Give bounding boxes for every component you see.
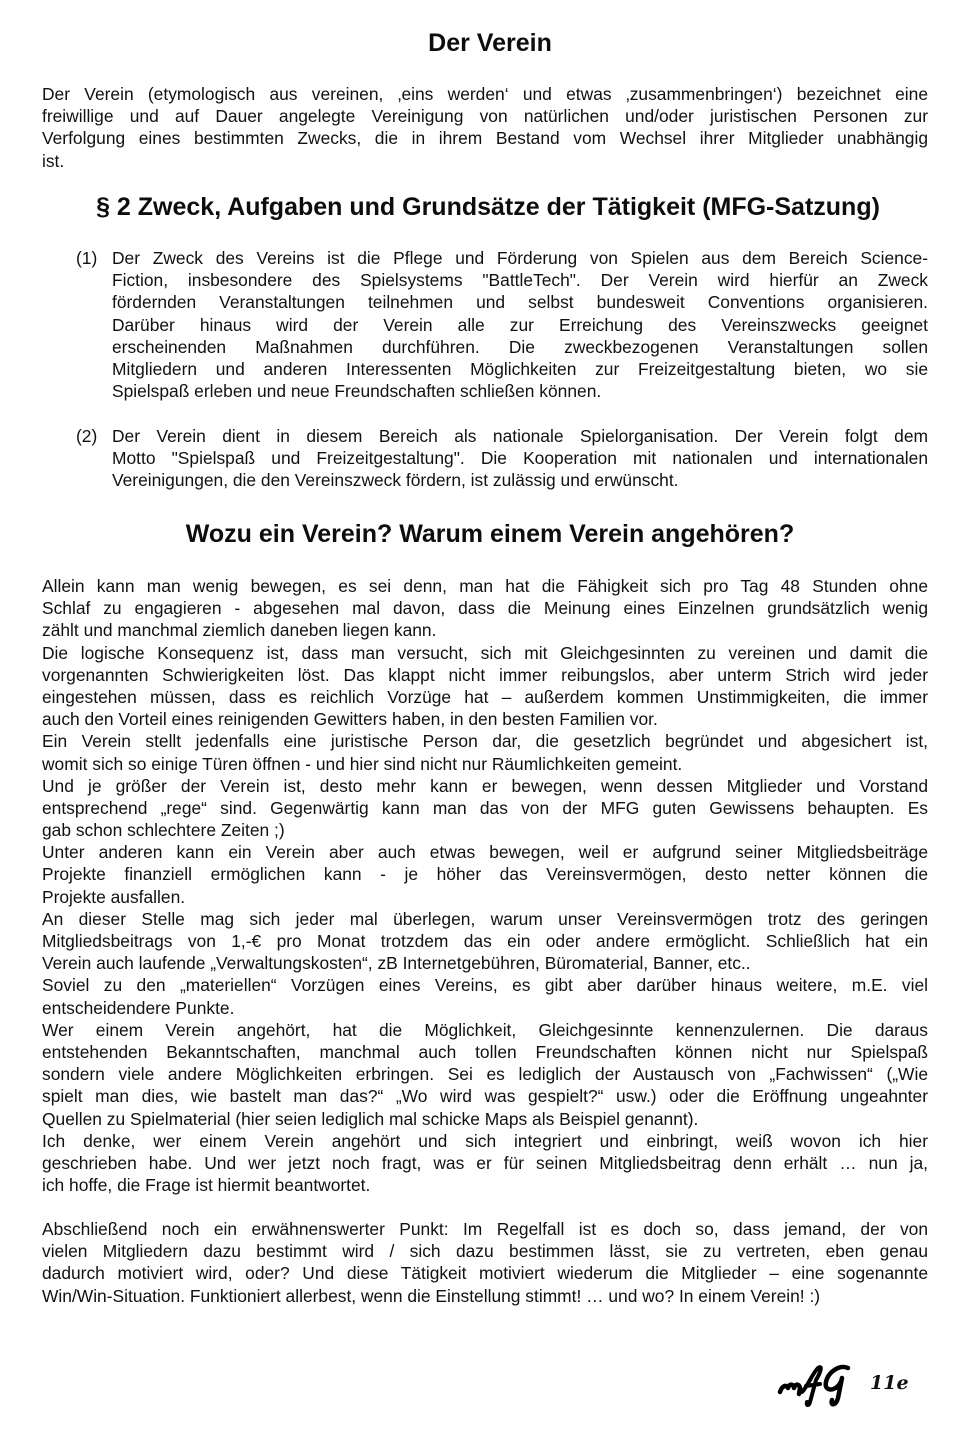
text-line: gab schon schlechtere Zeiten ;) (42, 820, 285, 841)
text-line: Schlaf zu engagieren - abgesehen mal davon, dass die Meinung eines Einzelnen grundsätzlich wenig (42, 598, 928, 619)
text-line: Soviel zu den „materiellen“ Vorzügen eines Vereins, es gibt aber darüber hinaus weitere, m.E. viel (42, 975, 928, 996)
text-line: Der Verein (etymologisch aus vereinen, ‚eins werden‘ und etwas ‚zusammenbringen‘) bezeichnet eine (42, 84, 928, 104)
text-line: spielt man dies, wie bastelt man das?“ „Wo wird was gespielt?“ usw.) oder die Eröffnung ungeahnter (42, 1086, 928, 1107)
text-line: geschrieben habe. Und wer jetzt noch fragt, was er für seinen Mitgliedsbeitrag denn erhält … nun ja, (42, 1152, 928, 1173)
text-line: vielen Mitgliedern dazu bestimmt wird / sich dazu bestimmen lässt, sie zu vertreten, eben genau (42, 1241, 928, 1262)
text-line: ist. (42, 150, 65, 171)
page-number: 11e (870, 1372, 909, 1394)
text-line: Vereinigungen, die den Vereinszweck fördern, ist zulässig und erwünscht. (112, 470, 679, 491)
section-heading: § 2 Zweck, Aufgaben und Grundsätze der Tätigkeit (MFG-Satzung) (96, 193, 880, 221)
text-line: Mitgliedern und anderen Interessenten Möglichkeiten zur Freizeitgestaltung bieten, wo sie (112, 358, 928, 379)
text-line: Der Verein dient in diesem Bereich als nationale Spielorganisation. Der Verein folgt dem (112, 426, 928, 446)
text-line: Projekte ausfallen. (42, 886, 186, 907)
text-line: Fiction, insbesondere des Spielsystems "BattleTech". Der Verein wird hierfür an Zweck (112, 270, 928, 291)
text-line: Win/Win-Situation. Funktioniert allerbest, wenn die Einstellung stimmt! … und wo? In einem Verein! :) (42, 1285, 821, 1306)
text-line: Und je größer der Verein ist, desto mehr kann er bewegen, wenn dessen Mitglieder und Vorstand (42, 775, 928, 796)
text-line: An dieser Stelle mag sich jeder mal überlegen, warum unser Vereinsvermögen trotz des geringen (42, 908, 928, 929)
text-line: Mitgliedsbeitrags von 1,-€ pro Monat trotzdem das ein oder andere ermöglicht. Schließlich hat ein (42, 931, 928, 951)
text-line: dadurch motiviert wird, oder? Und diese Tätigkeit motiviert wiederum die Mitglieder – eine sogenannte (42, 1263, 928, 1284)
text-line: entsprechend „rege“ sind. Gegenwärtig kann man das von der MFG guten Gewissens behaupten. Es (42, 797, 928, 818)
text-line: fördernden Veranstaltungen teilnehmen und selbst bundesweit Conventions organisieren. (112, 292, 928, 313)
text-line: Spielspaß erleben und neue Freundschaften schließen können. (112, 381, 602, 402)
mfg-logo-icon (776, 1362, 866, 1410)
text-line: Die logische Konsequenz ist, dass man versucht, sich mit Gleichgesinnten zu vereinen und damit die (42, 642, 928, 663)
text-line: Verfolgung eines bestimmten Zwecks, die in ihrem Bestand vom Wechsel ihrer Mitglieder unabhängig (42, 128, 928, 149)
text-line: Darüber hinaus wird der Verein alle zur Erreichung des Vereinszwecks geeignet (112, 314, 928, 335)
text-line: Abschließend noch ein erwähnenswerter Punkt: Im Regelfall ist es doch so, dass jemand, der von (42, 1219, 928, 1239)
text-line: Ein Verein stellt jedenfalls eine juristische Person dar, die gesetzlich begründet und abgesichert ist, (42, 731, 928, 752)
body-text (42, 575, 928, 1196)
text-line: Ich denke, wer einem Verein angehört und sich integriert und einbringt, weiß wovon ich hier (42, 1130, 928, 1151)
text-line: Allein kann man wenig bewegen, es sei denn, man hat die Fähigkeit sich pro Tag 48 Stunden ohne (42, 576, 928, 596)
text-line: Unter anderen kann ein Verein aber auch etwas bewegen, weil er aufgrund seiner Mitgliedsbeiträge (42, 842, 928, 863)
text-line: entscheidendere Punkte. (42, 997, 235, 1018)
text-line: Der Zweck des Vereins ist die Pflege und Förderung von Spielen aus dem Bereich Science- (112, 248, 928, 268)
second-heading: Wozu ein Verein? Warum einem Verein angehören? (185, 520, 795, 548)
text-line: zählt und manchmal ziemlich daneben liegen kann. (42, 620, 437, 641)
text-line: auch den Vorteil eines reinigenden Gewitters haben, in den besten Familien vor. (42, 709, 658, 730)
text-line: freiwillige und auf Dauer angelegte Vereinigung von natürlichen und/oder juristischen Personen zur (42, 106, 928, 127)
text-line: vorgenannten Schwierigkeiten löst. Das klappt nicht immer reibungslos, aber unterm Strich wird jeder (42, 664, 928, 685)
text-line: Quellen zu Spielmaterial (hier seien lediglich mal schicke Maps als Beispiel genannt). (42, 1108, 699, 1129)
text-line: entstehenden Bekanntschaften, manchmal auch tollen Freundschaften können nicht nur Spielspaß (42, 1041, 928, 1062)
text-line: womit sich so einige Türen öffnen - und hier sind nicht nur Räumlichkeiten gemeint. (42, 753, 683, 774)
text-line: erscheinenden Maßnahmen durchführen. Die zweckbezogenen Veranstaltungen sollen (112, 336, 928, 357)
text-line: Motto "Spielspaß und Freizeitgestaltung". Die Kooperation mit nationalen und internationalen (112, 448, 928, 469)
text-line: Wer einem Verein angehört, hat die Möglichkeit, Gleichgesinnte kennenzulernen. Die daraus (42, 1019, 928, 1040)
text-line: Projekte finanziell ermöglichen kann - je höher das Vereinsvermögen, desto netter können die (42, 864, 928, 885)
text-line: ich hoffe, die Frage ist hiermit beantwortet. (42, 1175, 371, 1196)
list-item-text (112, 425, 928, 492)
closing-paragraph (42, 1218, 928, 1307)
text-line: sondern viele andere Möglichkeiten erbringen. Sei es lediglich der Austausch von „Fachwissen“ („Wie (42, 1064, 928, 1085)
list-item-number: (1) (76, 248, 98, 268)
text-line: Verein auch laufende „Verwaltungskosten“, zB Internetgebühren, Büromaterial, Banner, etc.. (42, 953, 751, 974)
document-title: Der Verein (428, 29, 552, 57)
list-item-number: (2) (76, 426, 98, 446)
list-item-text (112, 247, 928, 402)
text-line: eingestehen müssen, dass es reichlich Vorzüge hat – außerdem kommen Unstimmigkeiten, die immer (42, 686, 928, 707)
intro-paragraph (42, 83, 928, 172)
